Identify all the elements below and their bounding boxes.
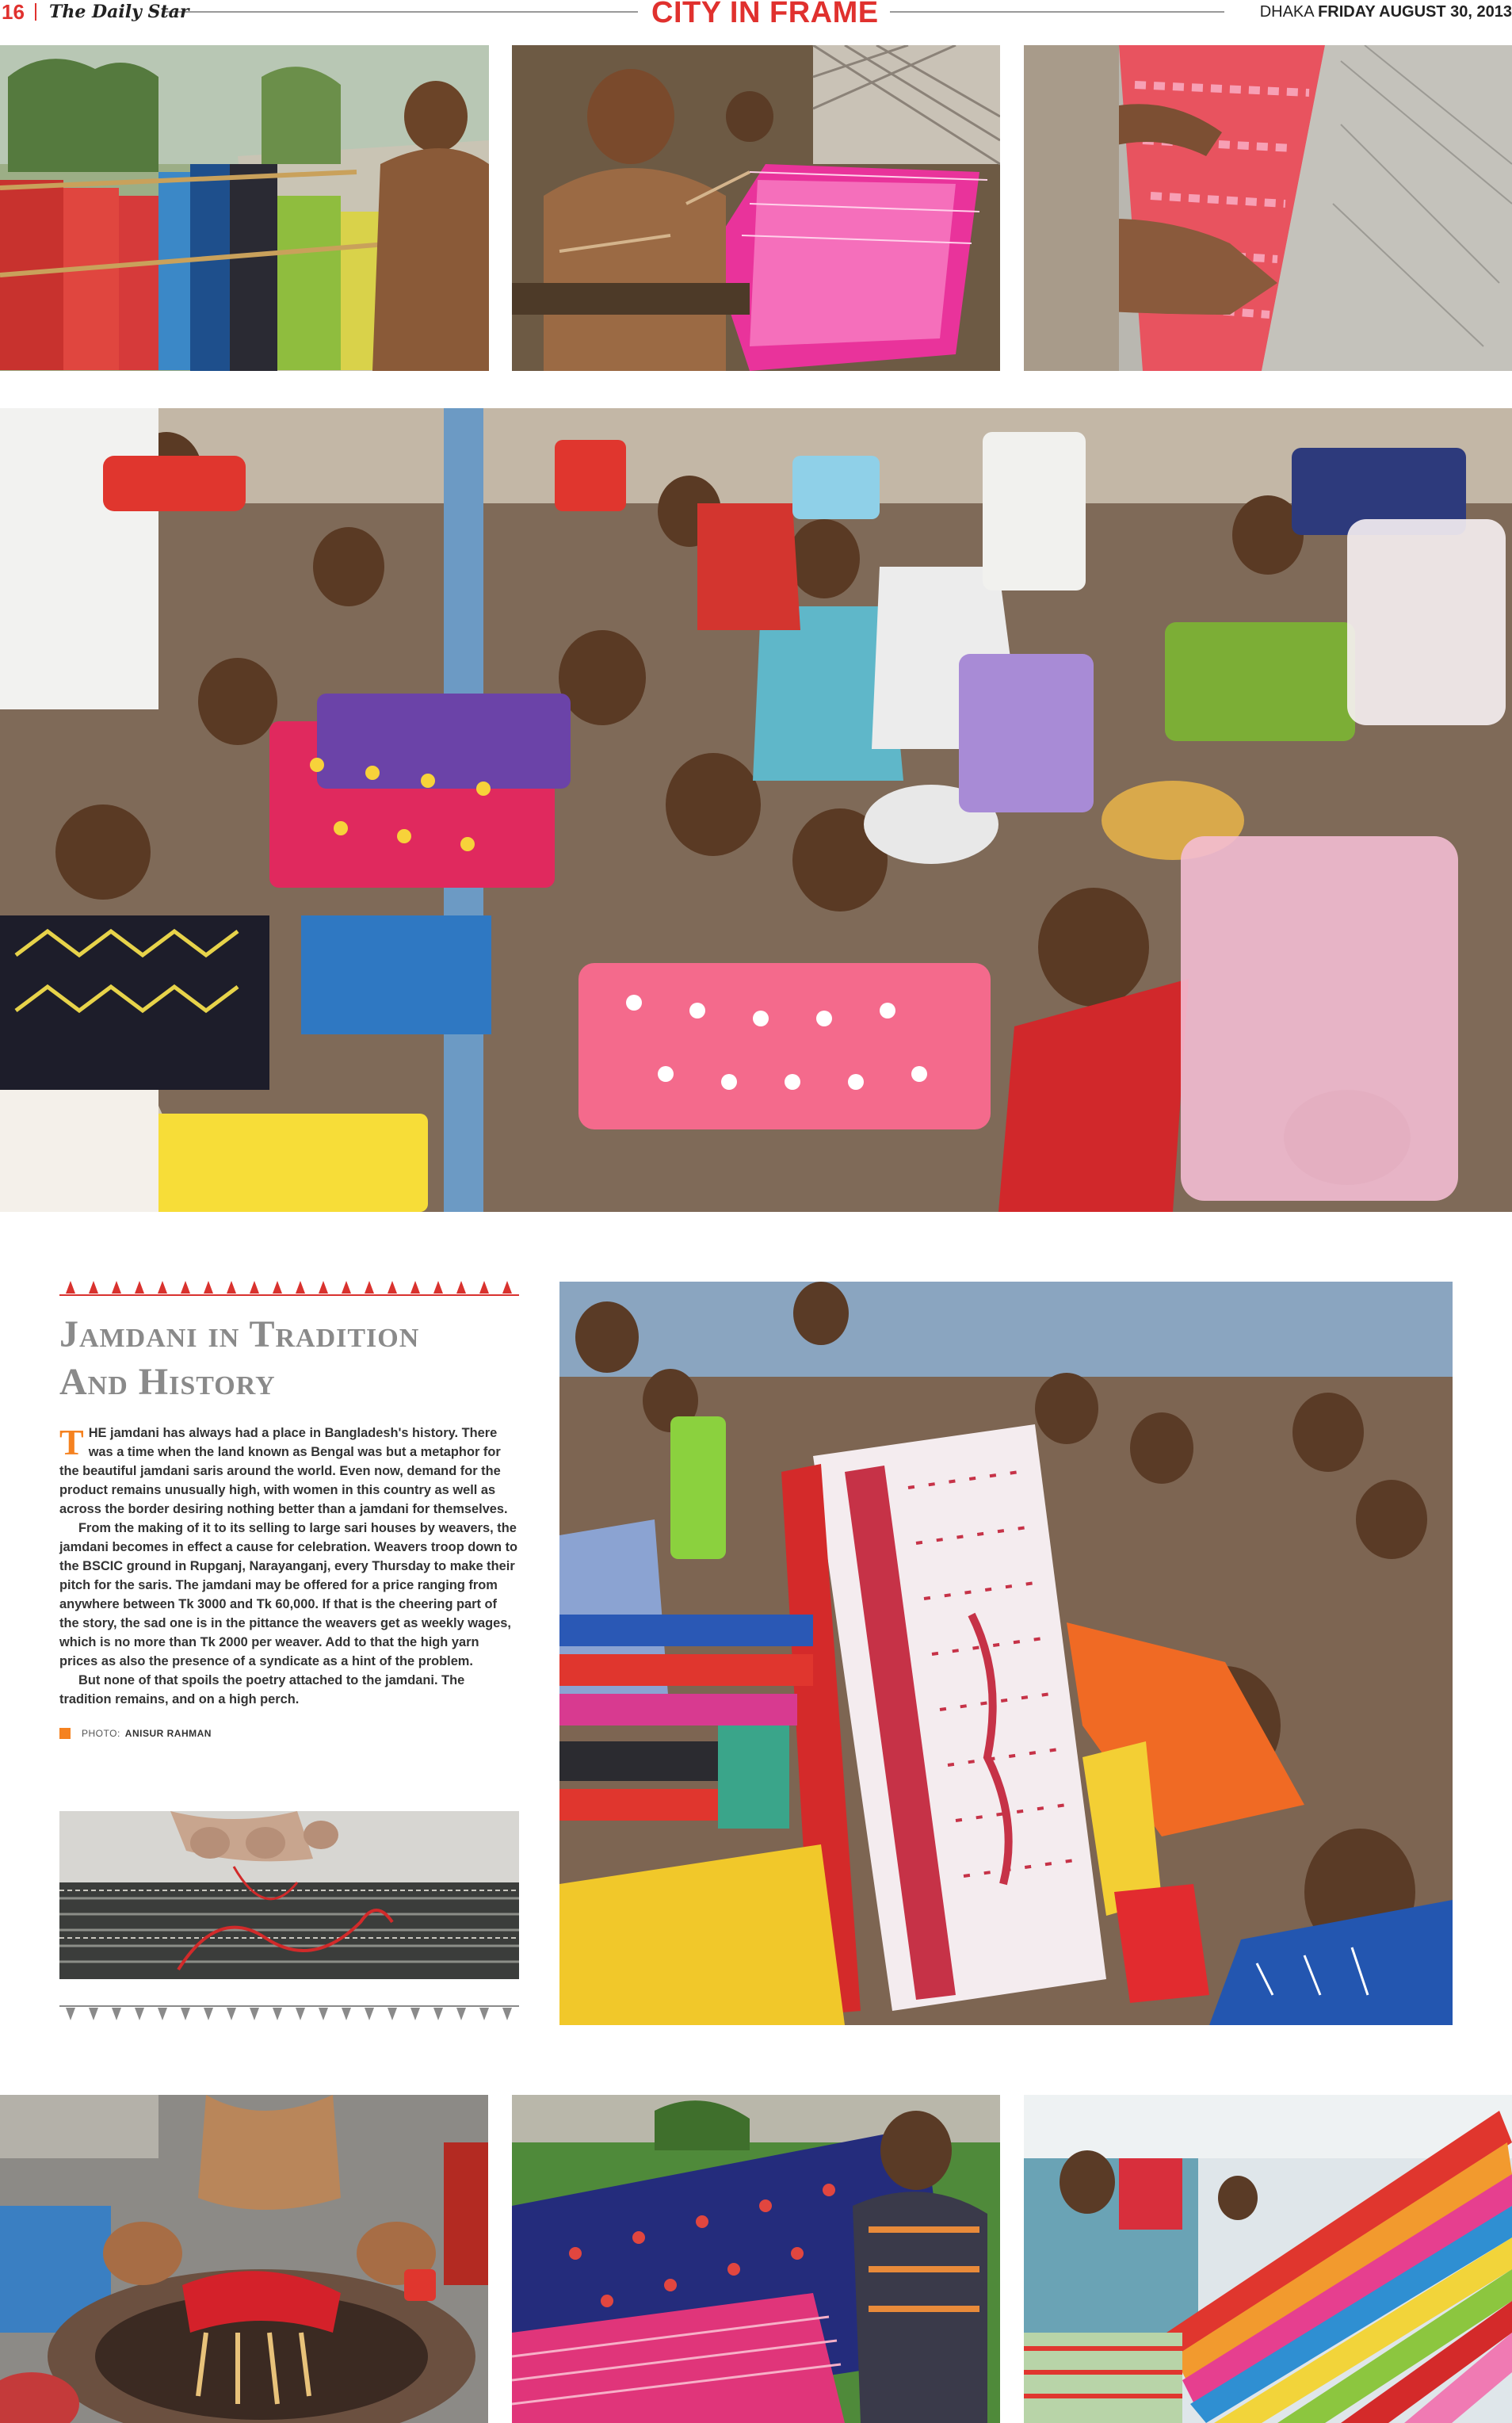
drop-cap: T [59, 1422, 84, 1462]
photographer-name: ANISUR RAHMAN [124, 1728, 212, 1739]
dateline-city: DHAKA [1259, 3, 1314, 21]
article-headline [59, 1311, 519, 1406]
photo-market-crowd [0, 408, 1512, 1212]
decorative-border-bottom [59, 2003, 519, 2024]
headline-line-2: And History [59, 1361, 276, 1403]
credit-marker-icon [59, 1728, 71, 1739]
article [59, 1278, 519, 1739]
photo-sari-stack [1024, 2095, 1512, 2423]
page-number-divider [35, 3, 36, 21]
header-rule-right [876, 11, 1224, 13]
photo-credit [59, 1728, 519, 1739]
photo-sari-on-grass [512, 2095, 1000, 2423]
paragraph-3: But none of that spoils the poetry attached to the jamdani. The tradition remains, and on a high perch. [59, 1673, 465, 1706]
decorative-border-top [59, 1278, 519, 1298]
photo-hands-weaving [1024, 45, 1512, 371]
photo-sari-display [559, 1282, 1453, 2025]
paragraph-2: From the making of it to its selling to large sari houses by weavers, the jamdani becomes in effect a cause for celebration. Weavers troop down to the BSCIC ground in Rupganj, Narayanganj, every Thursday to make their pitch for the saris. The jamdani may be offered for a price ranging from anywhere between Tk 3000 and Tk 60,000. If that is the cheering part of the story, the sad one is in the pittance the weavers get as weekly wages, which is no more than Tk 2000 per weaver. Add to that the high yarn prices as also the presence of a syndicate as a hint of the problem. [59, 1521, 518, 1668]
photo-credit-label: PHOTO: [82, 1728, 120, 1739]
paragraph-1 [59, 1424, 519, 1519]
dateline-date: FRIDAY AUGUST 30, 2013 [1318, 3, 1512, 21]
masthead: The Daily Star [49, 2, 189, 22]
photo-yarn-drying [0, 45, 489, 371]
photo-loom-detail [59, 1811, 519, 1979]
page-header [0, 0, 1512, 29]
header-rule-left [162, 11, 638, 13]
dateline [1250, 0, 1512, 24]
photo-loom-weaver [512, 45, 1000, 371]
paragraph-1-text: HE jamdani has always had a place in Bangladesh's history. There was a time when the land known as Bengal was but a metaphor for the beautiful jamdani saris around the world. Even now, demand for the product remains unusually high, with women in this country as well as across the border desiring nothing better than a jamdani for themselves. [59, 1426, 508, 1516]
headline-line-1: Jamdani in Tradition [59, 1313, 420, 1355]
section-title: CITY IN FRAME [640, 0, 890, 29]
page-number: 16 [2, 0, 25, 24]
article-body [59, 1424, 519, 1709]
photo-yarn-dyeing [0, 2095, 488, 2423]
